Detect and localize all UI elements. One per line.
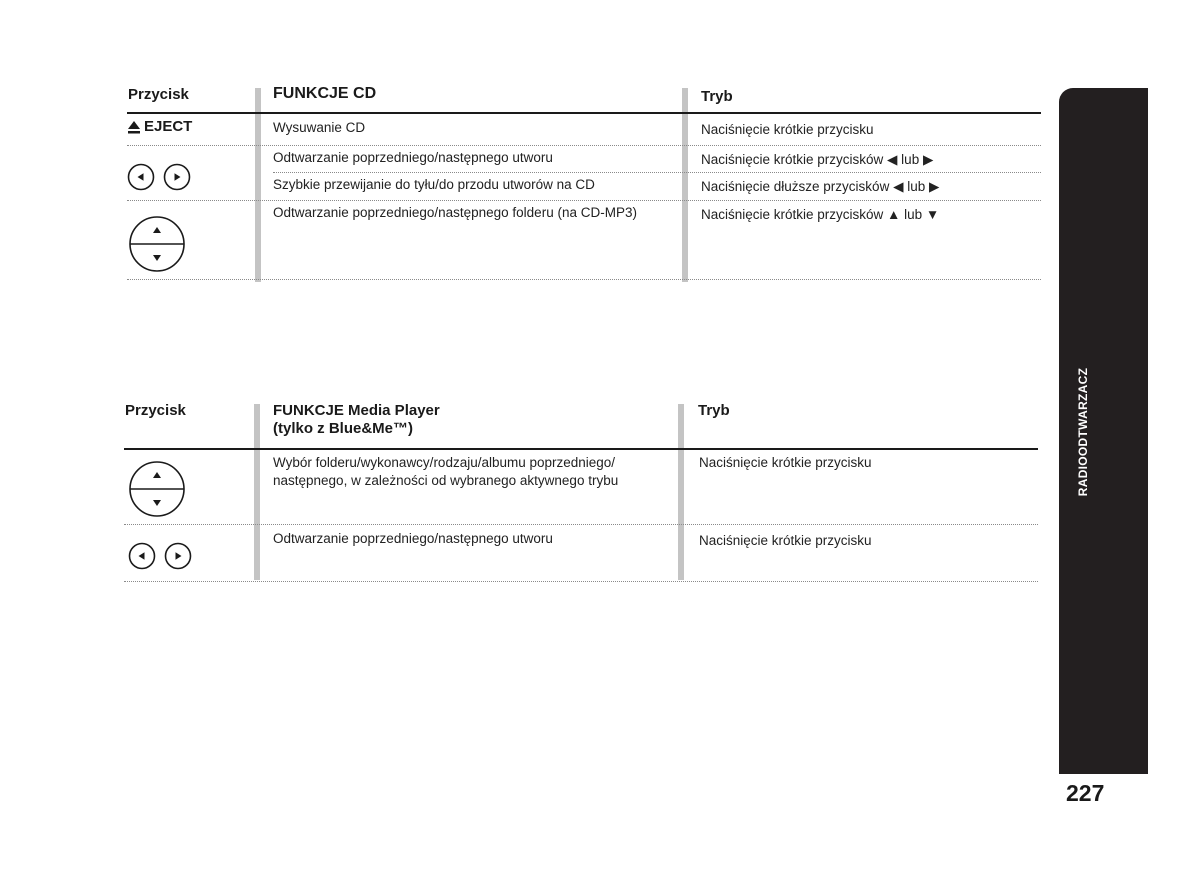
cd-functions-table [127,84,1041,280]
header-function [273,402,440,438]
table-header [127,84,1041,114]
header-function-line2: (tylko z Blue&Me™) [273,420,414,437]
mode-text: Naciśnięcie krótkie przycisków ▲ lub ▼ [701,207,940,222]
prev-next-buttons [127,163,191,191]
up-down-button-icon [128,215,186,273]
table-row-group [127,146,1041,201]
header-mode: Tryb [698,402,730,419]
eject-text: EJECT [144,118,193,135]
mode-text: Naciśnięcie krótkie przycisku [701,122,874,137]
eject-button-label [127,118,192,135]
mode-text: Naciśnięcie dłuższe przycisków ◀ lub ▶ [701,179,940,194]
function-text: Szybkie przewijanie do tyłu/do przodu utworów na CD [273,177,595,192]
header-button: Przycisk [128,86,189,103]
header-mode: Tryb [701,88,733,105]
header-function-line1: FUNKCJE Media Player [273,402,440,419]
function-text: Odtwarzanie poprzedniego/następnego utworu [273,531,553,546]
mode-text: Naciśnięcie krótkie przycisków ◀ lub ▶ [701,152,934,167]
page-number: 227 [1066,780,1105,806]
table-row [127,114,1041,146]
previous-button-icon [128,542,156,570]
header-function: FUNKCJE CD [273,85,377,102]
function-text: Odtwarzanie poprzedniego/następnego folderu (na CD-MP3) [273,205,637,220]
next-button-icon [164,542,192,570]
previous-button-icon [127,163,155,191]
prev-next-buttons [128,542,192,570]
mode-text: Naciśnięcie krótkie przycisku [699,455,872,470]
function-line2: następnego, w zależności od wybranego aktywnego trybu [273,473,619,488]
function-text: Odtwarzanie poprzedniego/następnego utworu [273,150,553,165]
next-button-icon [163,163,191,191]
eject-icon [127,120,141,134]
table-row [127,201,1041,280]
function-line1: Wybór folderu/wykonawcy/rodzaju/albumu poprzedniego/ [273,455,616,470]
header-button: Przycisk [125,402,186,419]
row-separator [273,172,1041,173]
mode-text: Naciśnięcie krótkie przycisku [699,533,872,548]
table-row [124,525,1038,582]
chapter-label-text: RADIOODTWARZACZ [1076,367,1090,497]
chapter-side-tab [1059,88,1148,774]
up-down-button-icon [128,460,186,518]
table-header [124,400,1038,450]
media-player-functions-table [124,400,1038,582]
table-row [124,450,1038,525]
function-text [273,454,663,490]
function-text: Wysuwanie CD [273,120,366,135]
